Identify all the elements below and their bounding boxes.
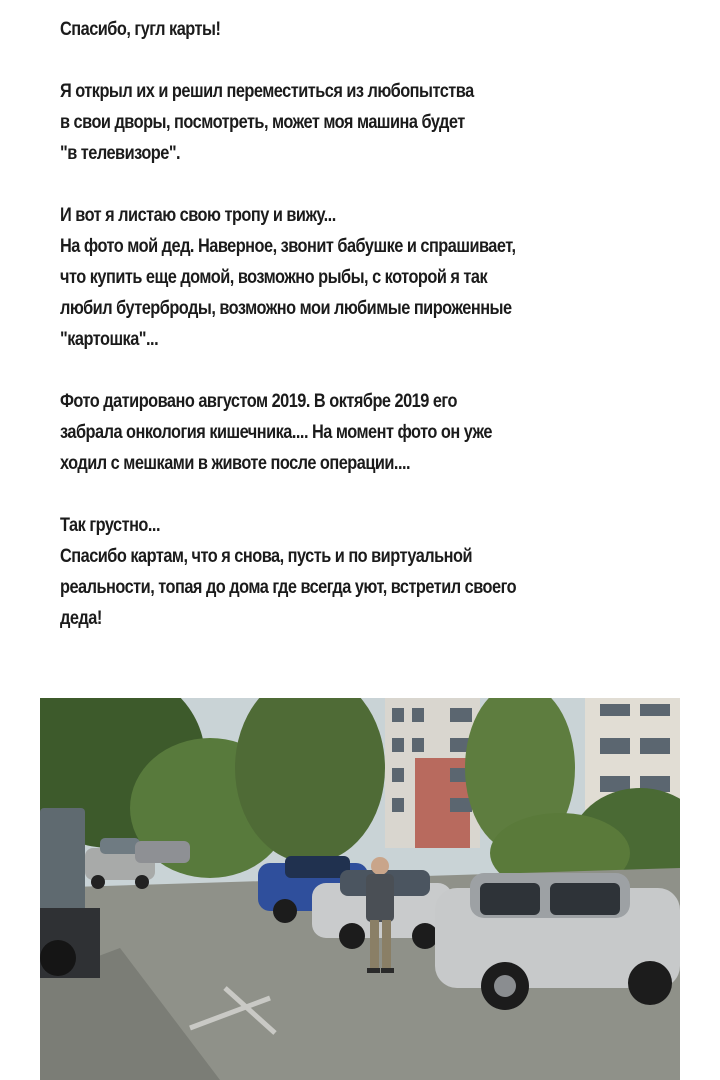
post-paragraph-3: Фото датировано августом 2019. В октябре 2019 его забрала онкология кишечника.... На момент фото он уже ходил с мешками в животе после операции.... (60, 391, 492, 474)
street-view-scene (40, 698, 680, 1080)
post-paragraph-2: И вот я листаю свою тропу и вижу... На фото мой дед. Наверное, звонит бабушке и спрашивает, что купить еще домой, возможно рыбы, с которой я так любил бутерброды, возможно мои любимые пироженные "картошка"... (60, 205, 516, 350)
post-paragraph-4: Так грустно... Спасибо картам, что я снова, пусть и по виртуальной реальности, топая до дома где всегда уют, встретил своего деда! (60, 515, 517, 629)
parked-car-far (135, 841, 190, 863)
post-heading: Спасибо, гугл карты! (60, 19, 221, 40)
post-paragraph-1: Я открыл их и решил переместиться из любопытства в свои дворы, посмотреть, может моя машина будет "в телевизоре". (60, 81, 474, 164)
post-text (60, 14, 593, 665)
street-view-photo (40, 698, 680, 1080)
